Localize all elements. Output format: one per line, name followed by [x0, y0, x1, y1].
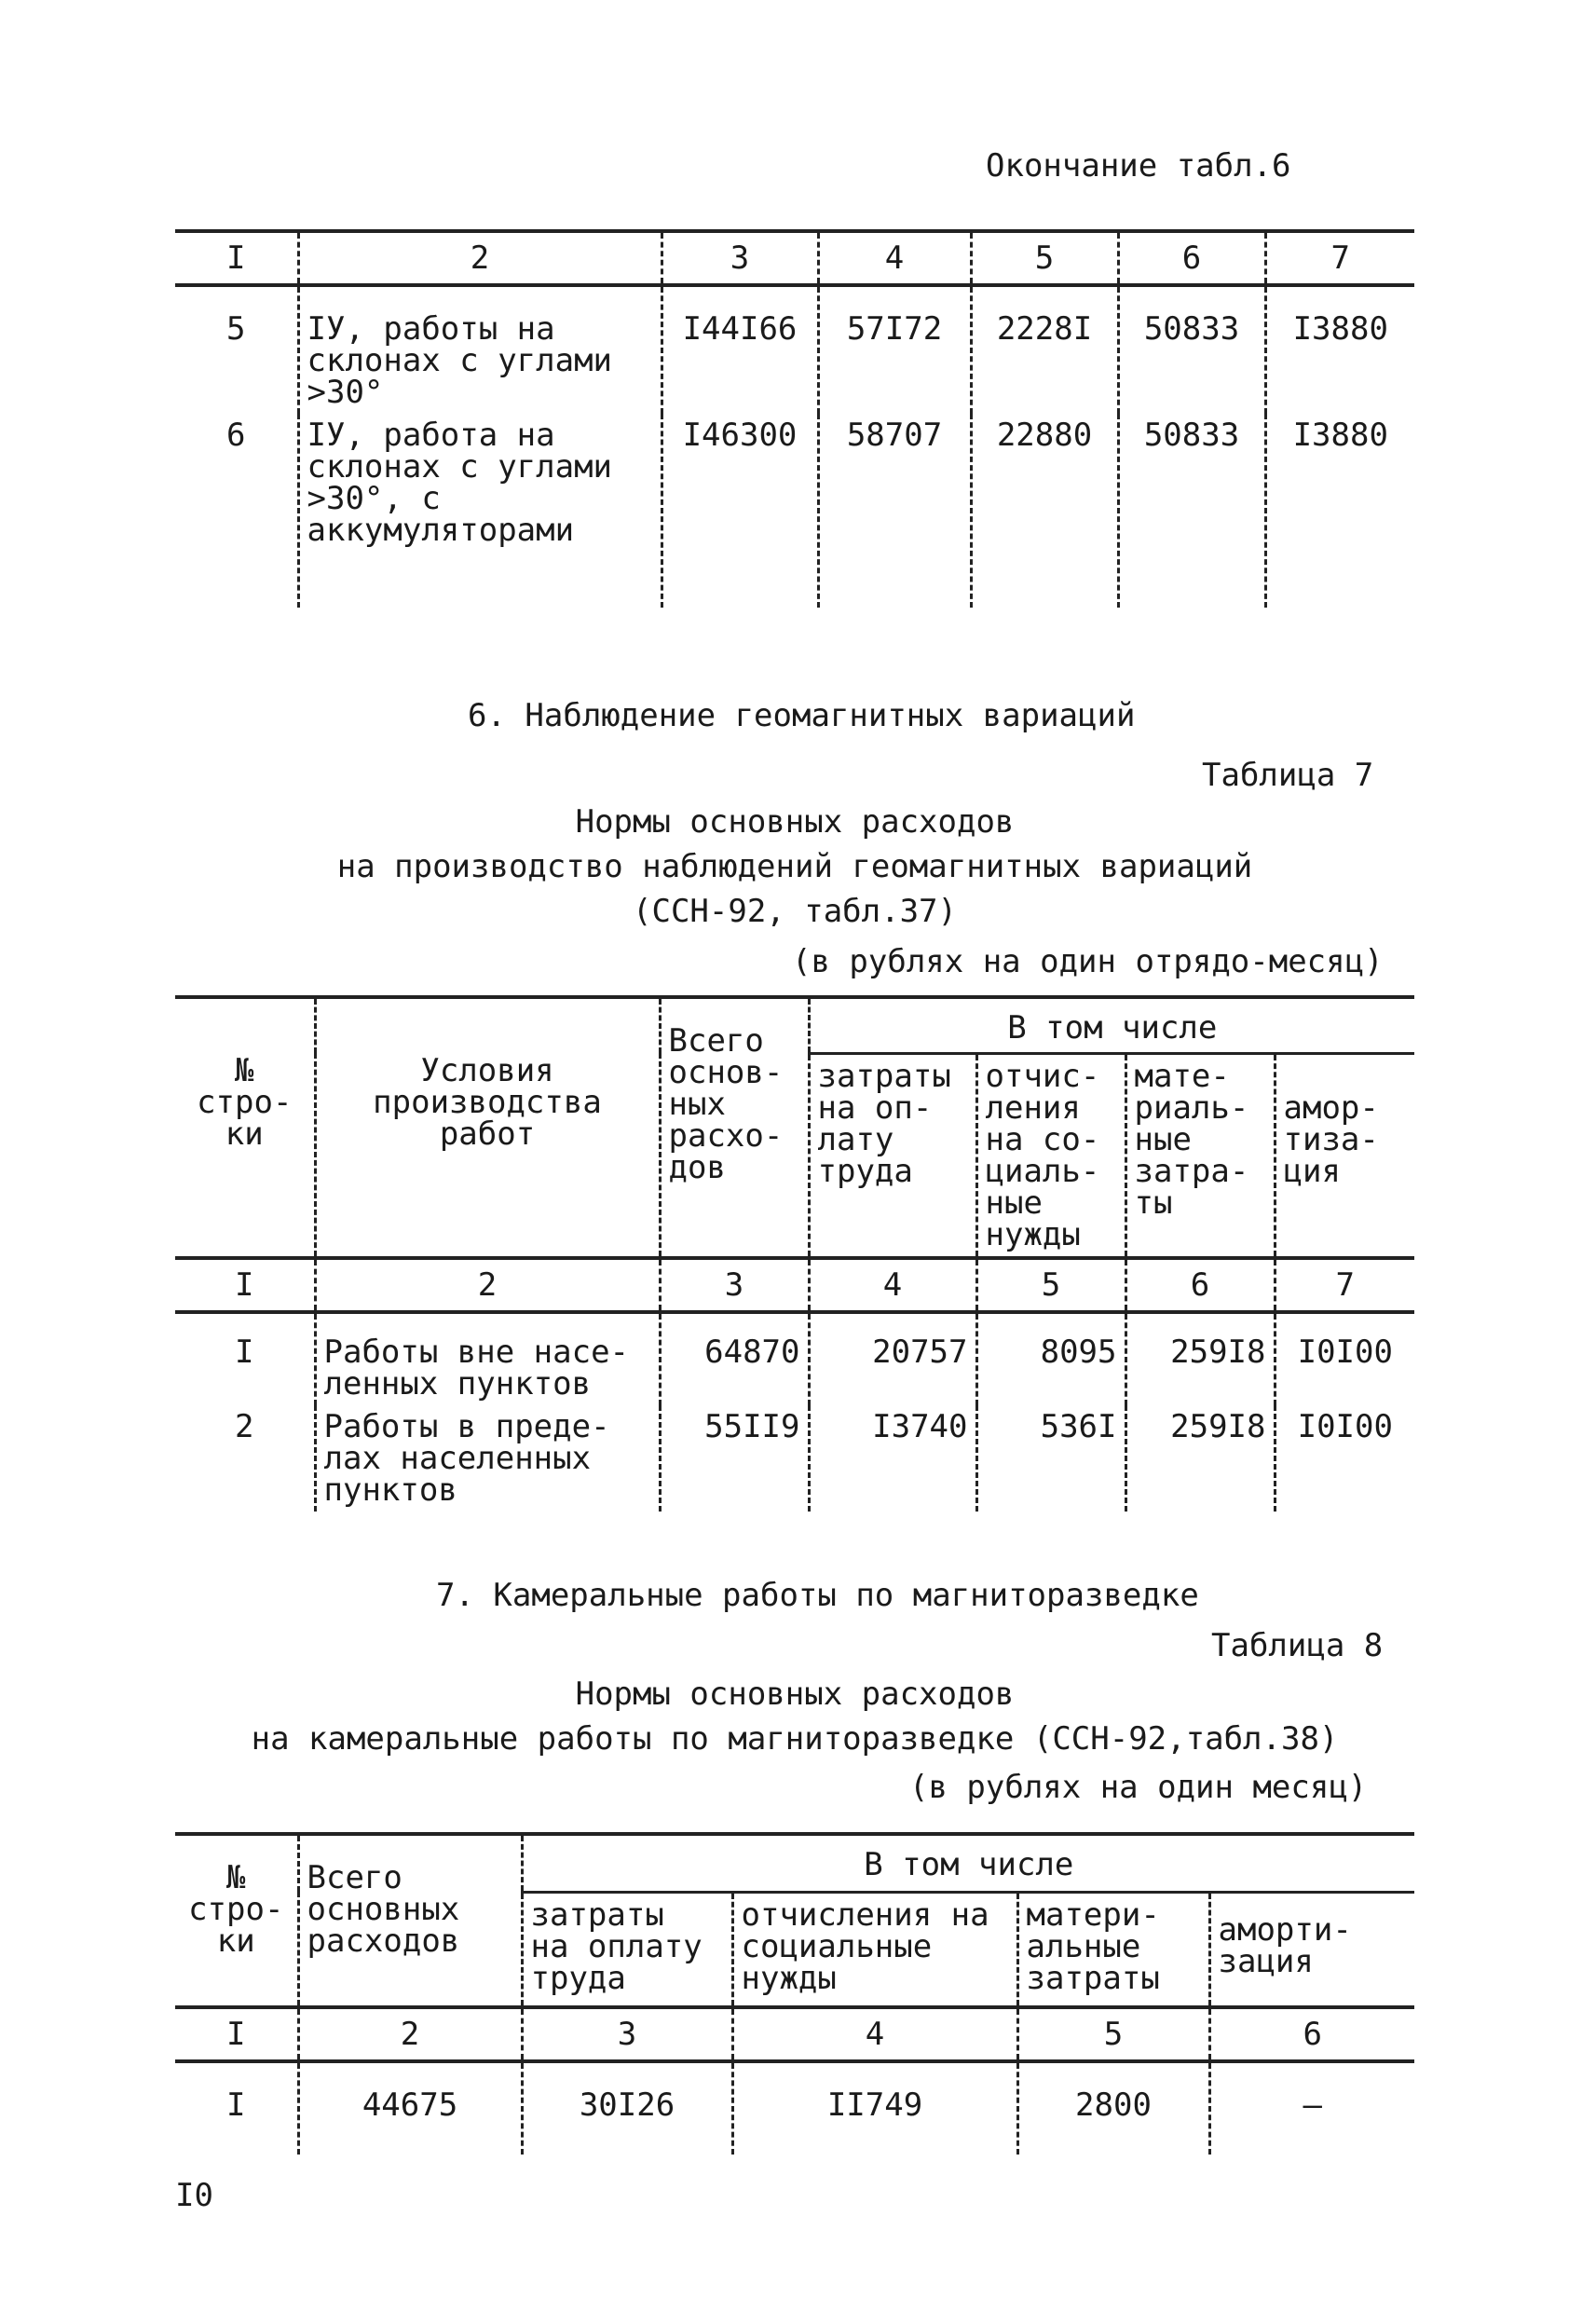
col-number: 6	[1125, 1258, 1275, 1312]
header-social: отчисления на социальные нужды	[732, 1892, 1017, 2007]
table-row	[175, 1405, 1414, 1512]
row-number: 5	[175, 285, 298, 414]
table8-label: Таблица 8	[1211, 1627, 1384, 1664]
table7-column-numbers	[175, 1258, 1414, 1312]
col-number: 3	[522, 2007, 732, 2061]
header-including: В том числе	[522, 1834, 1414, 1892]
col-number: 3	[662, 231, 818, 285]
cell-total: 55II9	[660, 1405, 809, 1512]
col-number: 2	[298, 231, 662, 285]
cell-total: 44675	[298, 2061, 522, 2155]
table6-end	[175, 229, 1414, 608]
header-including: В том числе	[809, 997, 1414, 1053]
table7-unit-note: (в рублях на один отрядо-месяц)	[792, 943, 1384, 980]
table7-title-line2: на производство наблюдений геомагнитных вариаций	[336, 848, 1253, 885]
col-number: I	[175, 2007, 298, 2061]
cell-value: I3880	[1265, 285, 1414, 414]
table7-title-line1: Нормы основных расходов	[575, 803, 1015, 841]
col-number: 7	[1265, 231, 1414, 285]
cell-value: 30I26	[522, 2061, 732, 2155]
table8-column-numbers	[175, 2007, 1414, 2061]
header-materials: мате- риаль- ные затра- ты	[1125, 1053, 1275, 1258]
col-number: I	[175, 1258, 315, 1312]
row-conditions: IУ, работы на склонах с углами >30°	[298, 285, 662, 414]
cell-value: 50833	[1118, 414, 1265, 608]
cell-value: 8095	[976, 1312, 1125, 1405]
table7-title-line3: (ССН-92, табл.37)	[633, 893, 957, 930]
cell-value: 57I72	[818, 285, 971, 414]
header-conditions: Условия производства работ	[315, 997, 660, 1258]
table-row	[175, 1312, 1414, 1405]
table7	[175, 995, 1414, 1512]
row-conditions: IУ, работа на склонах с углами >30°, с аккумуляторами	[298, 414, 662, 608]
section-6-heading: 6. Наблюдение геомагнитных вариаций	[468, 697, 1136, 734]
table-row	[175, 2061, 1414, 2155]
table7-label: Таблица 7	[1202, 757, 1374, 794]
row-conditions: Работы в преде- лах населенных пунктов	[315, 1405, 660, 1512]
cell-value: 259I8	[1125, 1405, 1275, 1512]
col-number: 7	[1275, 1258, 1414, 1312]
header-labor: затраты на оп- лату труда	[809, 1053, 976, 1258]
cell-value: I3740	[809, 1405, 976, 1512]
col-number: 2	[298, 2007, 522, 2061]
header-labor: затраты на оплату труда	[522, 1892, 732, 2007]
col-number: 2	[315, 1258, 660, 1312]
cell-value: I0I00	[1275, 1312, 1414, 1405]
row-number: I	[175, 1312, 315, 1405]
header-amortization: аморти- зация	[1209, 1892, 1414, 2007]
cell-value: 2228I	[971, 285, 1118, 414]
cell-value: II749	[732, 2061, 1017, 2155]
header-total: Всего основных расходов	[298, 1834, 522, 2007]
header-total: Всего основ- ных расхо- дов	[660, 997, 809, 1258]
col-number: 4	[732, 2007, 1017, 2061]
cell-value: 20757	[809, 1312, 976, 1405]
cell-value: I0I00	[1275, 1405, 1414, 1512]
cell-total: I44I66	[662, 285, 818, 414]
col-number: 4	[818, 231, 971, 285]
col-number: 5	[976, 1258, 1125, 1312]
cell-value: 259I8	[1125, 1312, 1275, 1405]
header-materials: матери- альные затраты	[1017, 1892, 1209, 2007]
cell-value: –	[1209, 2061, 1414, 2155]
row-number: 6	[175, 414, 298, 608]
table8-unit-note: (в рублях на один месяц)	[909, 1769, 1368, 1806]
table8-title-line2: на камеральные работы по магниторазведке (ССН-92,табл.38)	[251, 1720, 1339, 1758]
row-number: I	[175, 2061, 298, 2155]
table-row	[175, 414, 1414, 608]
table-row	[175, 285, 1414, 414]
col-number: 6	[1118, 231, 1265, 285]
table6-column-numbers	[175, 231, 1414, 285]
header-social: отчис- ления на со- циаль- ные нужды	[976, 1053, 1125, 1258]
col-number: I	[175, 231, 298, 285]
header-row-number: № стро- ки	[175, 1834, 298, 2007]
col-number: 5	[971, 231, 1118, 285]
cell-total: I46300	[662, 414, 818, 608]
table6-caption: Окончание табл.6	[986, 147, 1291, 185]
header-row-number: № стро- ки	[175, 997, 315, 1258]
table8-title-line1: Нормы основных расходов	[575, 1676, 1015, 1713]
cell-value: 58707	[818, 414, 971, 608]
table8	[175, 1832, 1414, 2155]
col-number: 6	[1209, 2007, 1414, 2061]
cell-value: I3880	[1265, 414, 1414, 608]
table7-header-row	[175, 997, 1414, 1053]
cell-value: 2800	[1017, 2061, 1209, 2155]
cell-value: 50833	[1118, 285, 1265, 414]
row-number: 2	[175, 1405, 315, 1512]
page-number: I0	[175, 2177, 213, 2214]
section-7-heading: 7. Камеральные работы по магниторазведке	[436, 1577, 1199, 1614]
col-number: 4	[809, 1258, 976, 1312]
col-number: 3	[660, 1258, 809, 1312]
cell-value: 536I	[976, 1405, 1125, 1512]
table8-header-row	[175, 1834, 1414, 1892]
cell-total: 64870	[660, 1312, 809, 1405]
cell-value: 22880	[971, 414, 1118, 608]
row-conditions: Работы вне насе- ленных пунктов	[315, 1312, 660, 1405]
col-number: 5	[1017, 2007, 1209, 2061]
header-amortization: амор- тиза- ция	[1275, 1053, 1414, 1258]
